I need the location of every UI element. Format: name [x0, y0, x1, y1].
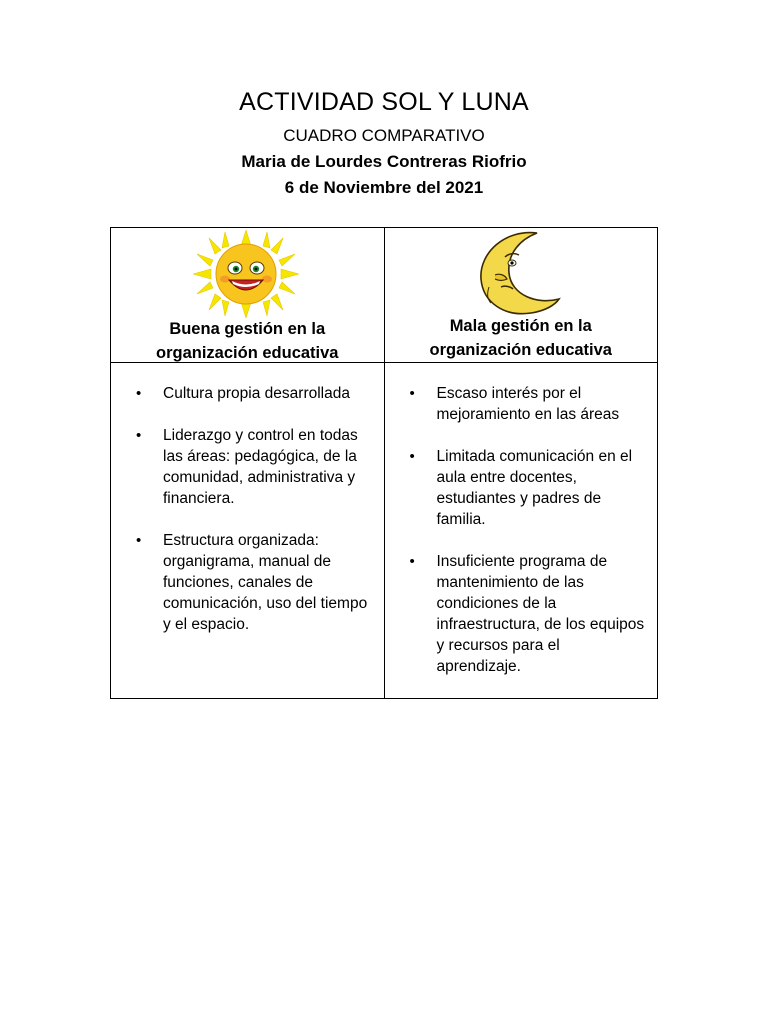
left-heading-line2: organización educativa [156, 344, 339, 362]
document-subtitle: CUADRO COMPARATIVO [283, 126, 485, 145]
document-title: ACTIVIDAD SOL Y LUNA [239, 88, 529, 116]
list-item: • Estructura organizada: organigrama, manual de funciones, canales de comunicación, uso del tiempo y el espacio. [163, 530, 374, 635]
list-item: • Escaso interés por el mejoramiento en las áreas [437, 383, 648, 425]
comparison-table [110, 227, 658, 699]
good-management-list [111, 363, 384, 635]
list-item: • Cultura propia desarrollada [163, 383, 374, 404]
left-header-cell [111, 228, 385, 363]
smiling-sun-icon [193, 230, 299, 318]
list-item: • Insuficiente programa de mantenimiento de las condiciones de la infraestructura, de los equipos y recursos para el aprendizaje. [437, 551, 648, 677]
document-date: 6 de Noviembre del 2021 [284, 178, 484, 197]
list-item: • Limitada comunicación en el aula entre docentes, estudiantes y padres de familia. [437, 446, 648, 530]
author-name: Maria de Lourdes Contreras Riofrio [241, 152, 527, 171]
crescent-moon-icon [475, 229, 567, 317]
left-heading-line1: Buena gestión en la [169, 320, 326, 338]
left-list-cell [111, 363, 385, 699]
right-list-cell [384, 363, 658, 699]
list-item: • Liderazgo y control en todas las áreas: pedagógica, de la comunidad, administrativa y financiera. [163, 425, 374, 509]
right-header-cell [384, 228, 658, 363]
bad-management-list [385, 363, 658, 677]
right-heading-line1: Mala gestión en la [449, 317, 592, 335]
right-heading-line2: organización educativa [429, 341, 612, 359]
